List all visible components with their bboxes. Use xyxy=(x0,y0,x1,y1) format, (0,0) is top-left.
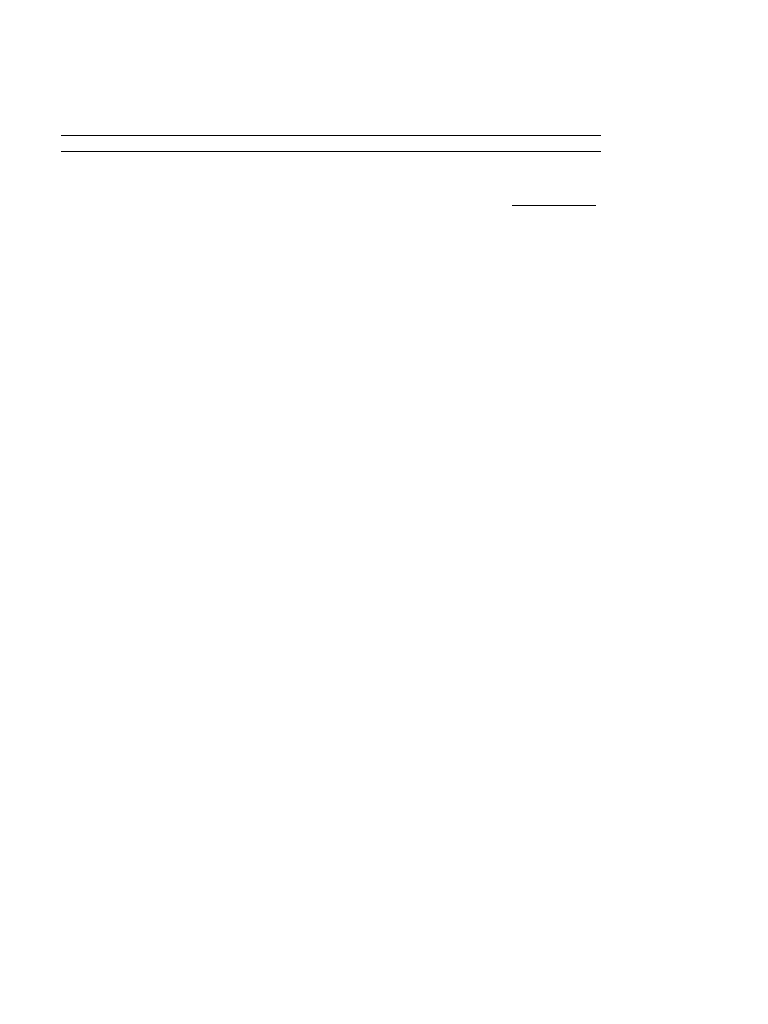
header-bottom-rule xyxy=(61,151,601,152)
header-top-rule xyxy=(61,135,601,136)
subtotal-rule xyxy=(512,205,596,206)
